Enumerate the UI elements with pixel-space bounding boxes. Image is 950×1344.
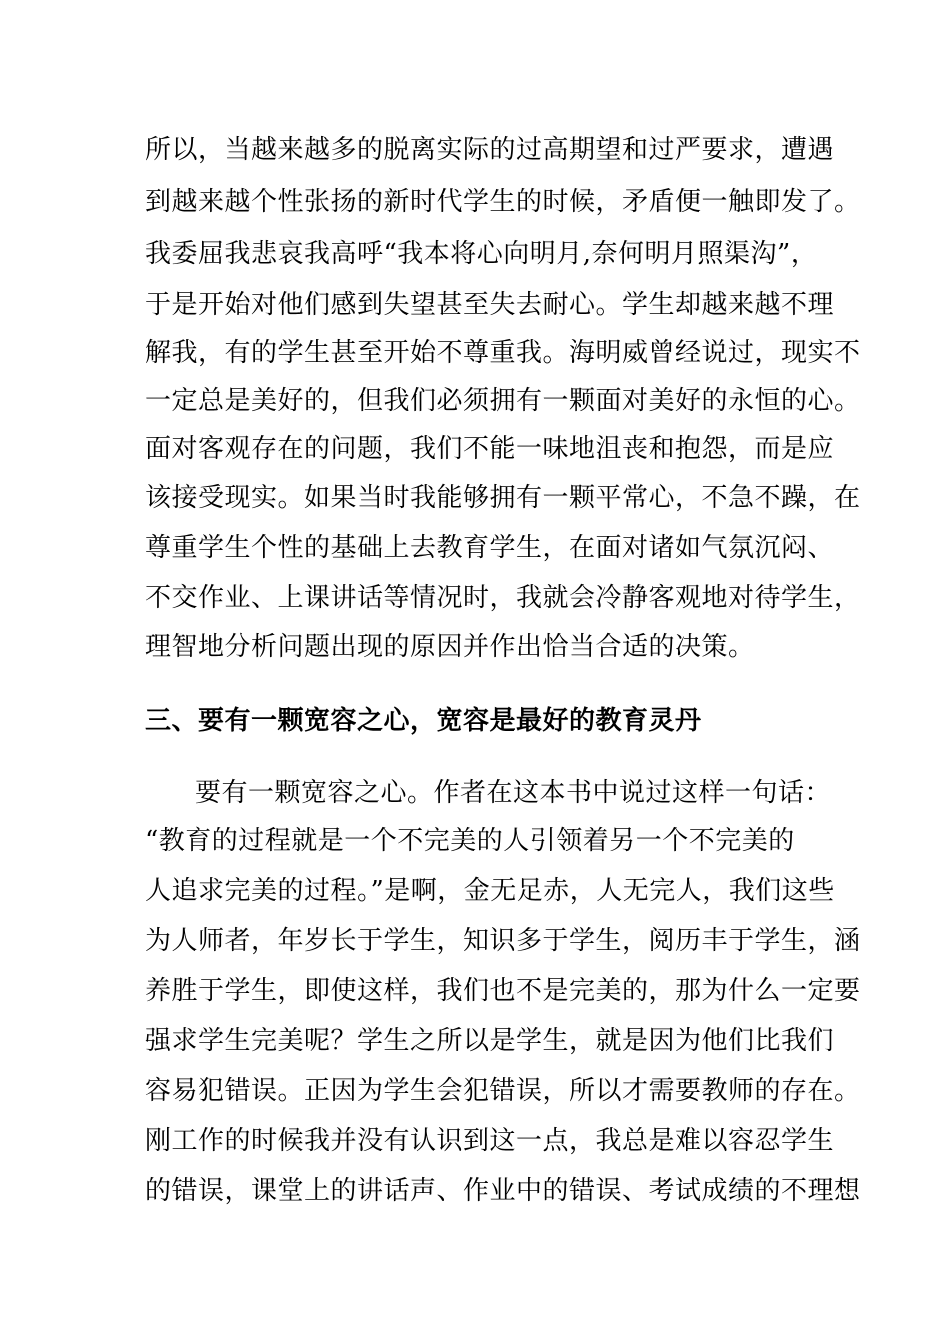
paragraph-line: 强求学生完美呢？学生之所以是学生，就是因为他们比我们: [145, 1026, 835, 1056]
paragraph-line: 到越来越个性张扬的新时代学生的时候，矛盾便一触即发了。: [145, 187, 861, 217]
paragraph-line: 理智地分析问题出现的原因并作出恰当合适的决策。: [145, 632, 755, 662]
paragraph-line: 人追求完美的过程。”是啊，金无足赤，人无完人，我们这些: [145, 876, 835, 906]
paragraph-line: 为人师者，年岁长于学生，知识多于学生，阅历丰于学生，涵: [145, 926, 861, 956]
paragraph-line: 的错误，课堂上的讲话声、作业中的错误、考试成绩的不理想: [145, 1176, 861, 1206]
paragraph-line: 刚工作的时候我并没有认识到这一点，我总是难以容忍学生: [145, 1126, 835, 1156]
paragraph-line: 养胜于学生，即使这样，我们也不是完美的，那为什么一定要: [145, 976, 861, 1006]
paragraph-line: 尊重学生个性的基础上去教育学生，在面对诸如气氛沉闷、: [145, 533, 835, 563]
paragraph-line: “教育的过程就是一个不完美的人引领着另一个不完美的: [145, 826, 795, 856]
paragraph-line: 于是开始对他们感到失望甚至失去耐心。学生却越来越不理: [145, 290, 835, 320]
paragraph-line: 我委屈我悲哀我高呼“我本将心向明月,奈何明月照渠沟”，: [145, 239, 818, 269]
paragraph-line: 不交作业、上课讲话等情况时，我就会冷静客观地对待学生，: [145, 583, 861, 613]
paragraph-line: 该接受现实。如果当时我能够拥有一颗平常心，不急不躁，在: [145, 483, 861, 513]
section-heading: 三、要有一颗宽容之心，宽容是最好的教育灵丹: [145, 706, 702, 736]
paragraph-line: 要有一颗宽容之心。作者在这本书中说过这样一句话：: [195, 778, 832, 808]
paragraph-line: 面对客观存在的问题，我们不能一味地沮丧和抱怨，而是应: [145, 434, 835, 464]
paragraph-line: 容易犯错误。正因为学生会犯错误，所以才需要教师的存在。: [145, 1076, 861, 1106]
paragraph-line: 一定总是美好的，但我们必须拥有一颗面对美好的永恒的心。: [145, 386, 861, 416]
paragraph-line: 所以，当越来越多的脱离实际的过高期望和过严要求，遭遇: [145, 135, 835, 165]
paragraph-line: 解我，有的学生甚至开始不尊重我。海明威曾经说过，现实不: [145, 338, 861, 368]
